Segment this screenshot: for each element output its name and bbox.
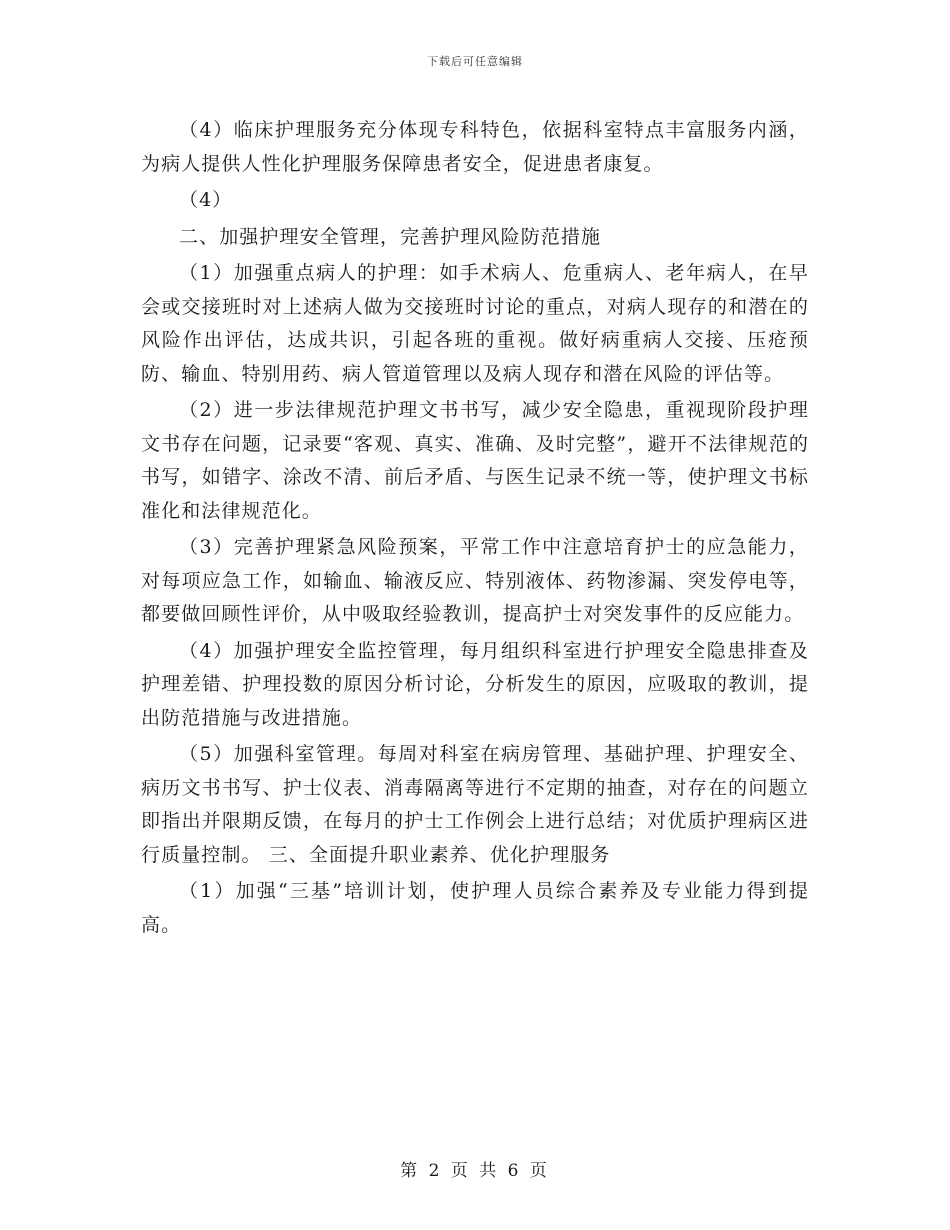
paragraph-9: （1）加强“三基”培训计划，使护理人员综合素养及专业能力得到提高。	[141, 880, 809, 936]
paragraph-7: （4）加强护理安全监控管理，每月组织科室进行护理安全隐患排查及护理差错、护理投数的原因分析讨论，分析发生的原因，应吸取的教训，提出防范措施与改进措施。	[141, 639, 809, 729]
paragraph-1: （4）临床护理服务充分体现专科特色，依据科室特点丰富服务内涵，为病人提供人性化护理服务保障患者安全，促进患者康复。	[141, 119, 809, 175]
document-body	[141, 114, 809, 945]
section-heading-2: 二、加强护理安全管理，完善护理风险防范措施	[179, 225, 602, 248]
page-header: 下载后可任意编辑	[427, 55, 523, 68]
paragraph-5: （2）进一步法律规范护理文书书写，减少安全隐患，重视现阶段护理文书存在问题，记录要“客观、真实、准确、及时完整”，避开不法律规范的书写，如错字、涂改不清、前后矛盾、与医生记录不统一等，使护理文书标准化和法律规范化。	[141, 399, 809, 522]
paragraph-4: （1）加强重点病人的护理：如手术病人、危重病人、老年病人，在早会或交接班时对上述病人做为交接班时讨论的重点，对病人现存的和潜在的风险作出评估，达成共识，引起各班的重视。做好病重病人交接、压疮预防、输血、特别用药、病人管道管理以及病人现存和潜在风险的评估等。	[141, 262, 809, 385]
paragraph-2: （4）	[179, 189, 233, 211]
paragraph-6: （3）完善护理紧急风险预案，平常工作中注意培育护士的应急能力，对每项应急工作，如输血、输液反应、特别液体、药物渗漏、突发停电等，都要做回顾性评价，从中吸取经验教训，提高护士对突发事件的反应能力。	[141, 536, 809, 625]
page-number: 第 2 页 共 6 页	[400, 1161, 550, 1181]
paragraph-8: （5）加强科室管理。每周对科室在病房管理、基础护理、护理安全、病历文书书写、护士仪表、消毒隔离等进行不定期的抽查，对存在的问题立即指出并限期反馈，在每月的护士工作例会上进行总结；对优质护理病区进行质量控制。 三、全面提升职业素养、优化护理服务	[141, 743, 809, 866]
